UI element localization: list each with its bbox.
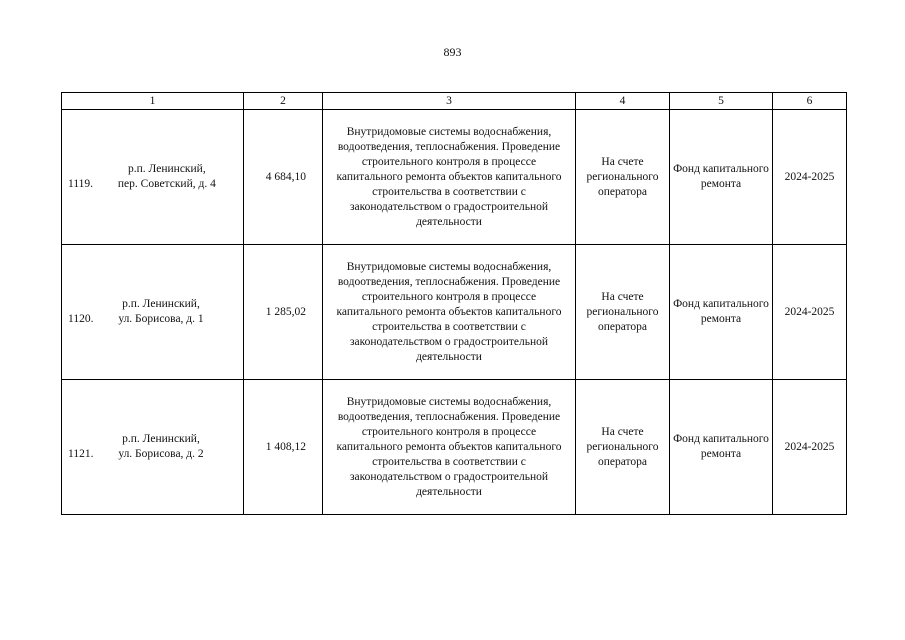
address-line: р.п. Ленинский, <box>122 433 200 445</box>
period-cell: 2024-2025 <box>773 380 847 515</box>
address-cell <box>62 245 244 380</box>
table-row <box>62 380 847 515</box>
address-line: ул. Борисова, д. 1 <box>118 313 204 325</box>
address <box>118 162 216 192</box>
address-line: р.п. Ленинский, <box>128 163 206 175</box>
column-header: 5 <box>670 93 773 110</box>
fund-cell: Фонд капитального ремонта <box>670 245 773 380</box>
address-cell <box>62 110 244 245</box>
table-header-row <box>62 93 847 110</box>
work-description-cell: Внутридомовые системы водоснабжения, водоотведения, теплоснабжения. Проведение строительного контроля в процессе капитального ремонта объектов капитального строительства в соответствии с законодательством о градостроительной деятельности <box>323 110 576 245</box>
fund-cell: Фонд капитального ремонта <box>670 380 773 515</box>
period-cell: 2024-2025 <box>773 245 847 380</box>
column-header: 2 <box>244 93 323 110</box>
column-header: 1 <box>62 93 244 110</box>
work-description-cell: Внутридомовые системы водоснабжения, водоотведения, теплоснабжения. Проведение строительного контроля в процессе капитального ремонта объектов капитального строительства в соответствии с законодательством о градостроительной деятельности <box>323 245 576 380</box>
period-cell: 2024-2025 <box>773 110 847 245</box>
row-number: 1120. <box>68 313 94 325</box>
address-cell <box>62 380 244 515</box>
fund-cell: Фонд капитального ремонта <box>670 110 773 245</box>
address <box>118 432 203 462</box>
account-cell: На счете регионального оператора <box>576 245 670 380</box>
work-description-cell: Внутридомовые системы водоснабжения, водоотведения, теплоснабжения. Проведение строительного контроля в процессе капитального ремонта объектов капитального строительства в соответствии с законодательством о градостроительной деятельности <box>323 380 576 515</box>
amount-cell: 4 684,10 <box>244 110 323 245</box>
page-number: 893 <box>443 45 462 59</box>
account-cell: На счете регионального оператора <box>576 110 670 245</box>
address-line: ул. Борисова, д. 2 <box>118 448 204 460</box>
account-cell: На счете регионального оператора <box>576 380 670 515</box>
column-header: 6 <box>773 93 847 110</box>
table-row <box>62 245 847 380</box>
table-row <box>62 110 847 245</box>
row-number: 1119. <box>68 178 94 190</box>
row-number: 1121. <box>68 448 94 460</box>
address <box>118 297 203 327</box>
address-line: пер. Советский, д. 4 <box>117 178 216 190</box>
column-header: 4 <box>576 93 670 110</box>
address-line: р.п. Ленинский, <box>122 298 200 310</box>
column-header: 3 <box>323 93 576 110</box>
amount-cell: 1 408,12 <box>244 380 323 515</box>
amount-cell: 1 285,02 <box>244 245 323 380</box>
repair-table <box>61 92 847 515</box>
